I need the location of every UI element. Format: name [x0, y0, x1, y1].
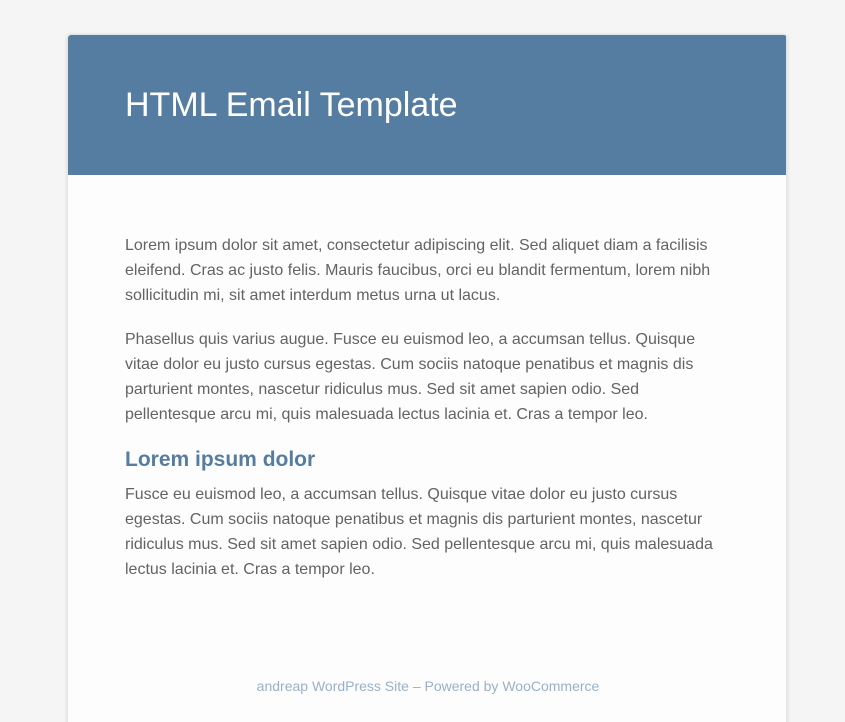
email-footer: andreap WordPress Site – Powered by WooCommerce	[256, 678, 600, 694]
body-paragraph-2: Phasellus quis varius augue. Fusce eu euismod leo, a accumsan tellus. Quisque vitae dolor eu justo cursus egestas. Cum sociis natoque penatibus et magnis dis parturient montes, nascetur ridiculus mus. Sed sit amet sapien odio. Sed pellentesque arcu mi, quis malesuada lectus lacinia et. Cras a tempor leo.	[125, 331, 696, 423]
email-body	[125, 233, 731, 601]
section-heading: Lorem ipsum dolor	[125, 448, 316, 471]
email-title: HTML Email Template	[125, 86, 458, 124]
body-paragraph-1: Lorem ipsum dolor sit amet, consectetur adipiscing elit. Sed aliquet diam a facilisis eleifend. Cras ac justo felis. Mauris faucibus, orci eu blandit fermentum, lorem nibh sollicitudin mi, sit amet interdum metus urna ut lacus.	[125, 237, 711, 304]
email-container	[67, 34, 787, 722]
body-paragraph-3: Fusce eu euismod leo, a accumsan tellus. Quisque vitae dolor eu justo cursus egestas. Cum sociis natoque penatibus et magnis dis parturient montes, nascetur ridiculus mus. Sed sit amet sapien odio. Sed pellentesque arcu mi, quis malesuada lectus lacinia et. Cras a tempor leo.	[125, 486, 713, 578]
email-header	[68, 35, 787, 175]
